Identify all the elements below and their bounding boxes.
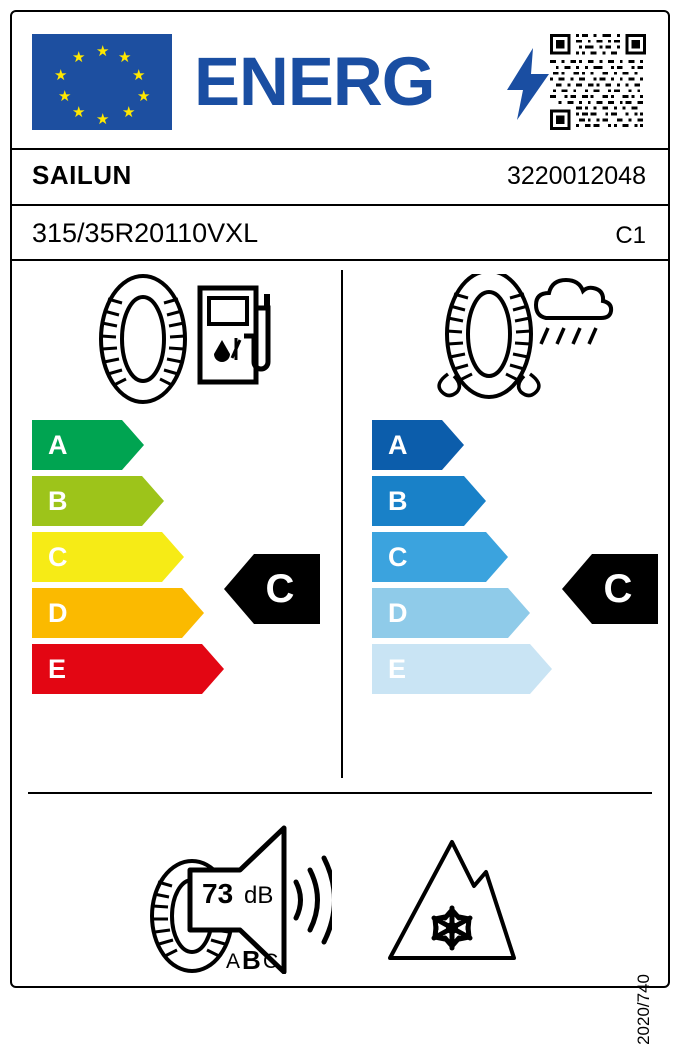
- fuel-grade-e: E: [32, 644, 202, 694]
- manufacturer-name: SAILUN: [32, 160, 132, 190]
- label-footer: [12, 802, 668, 1045]
- bar-tip: [442, 420, 464, 470]
- fuel-grade-b: B: [32, 476, 142, 526]
- bar-tip: [508, 588, 530, 638]
- noise-class-c: C: [263, 950, 279, 973]
- fuel-rating-value: C: [265, 566, 295, 611]
- wet-grade-e: E: [372, 644, 530, 694]
- fuel-grade-a: A: [32, 420, 122, 470]
- bar-tip: [142, 476, 164, 526]
- noise-value: 73: [202, 878, 234, 909]
- wet-grade-d: D: [372, 588, 508, 638]
- wet-rating-marker: [562, 554, 658, 624]
- divider-size: [12, 259, 668, 261]
- divider-vertical: [341, 270, 343, 778]
- bar-tip: [202, 644, 224, 694]
- bar-tip: [182, 588, 204, 638]
- bar-tip: [486, 532, 508, 582]
- wet-rating-value: C: [603, 566, 633, 611]
- bar-tip: [162, 532, 184, 582]
- rain-cloud-tyre-icon: [414, 274, 614, 404]
- bar-tip: [530, 644, 552, 694]
- wet-grade-a: A: [372, 420, 442, 470]
- energy-wordmark: ENERG: [194, 43, 435, 120]
- divider-brand: [12, 204, 668, 206]
- article-number: 3220012048: [506, 162, 646, 190]
- noise-class-a: A: [226, 950, 241, 973]
- three-peak-mountain-snowflake-icon: [382, 832, 522, 972]
- fuel-rating-marker: [224, 554, 320, 624]
- divider-bottom: [28, 792, 652, 794]
- noise-class-b: B: [242, 945, 261, 975]
- bar-tip: [122, 420, 144, 470]
- lightning-bolt-icon: [507, 48, 549, 120]
- eu-flag-icon: ★ ★ ★ ★ ★ ★ ★ ★ ★ ★: [32, 34, 172, 130]
- bar-tip: [464, 476, 486, 526]
- fuel-grade-d: D: [32, 588, 182, 638]
- tyre-class: C1: [615, 222, 646, 249]
- divider-top: [12, 148, 668, 150]
- wet-grade-c: C: [372, 532, 486, 582]
- wet-grade-b: B: [372, 476, 464, 526]
- fuel-grade-c: C: [32, 532, 162, 582]
- fuel-pump-tyre-icon: [88, 274, 278, 404]
- energy-label: [10, 10, 670, 1045]
- tyre-size: 315/35R20110VXL: [32, 218, 259, 248]
- qr-code-icon: [550, 34, 646, 130]
- regulation-code: 2020/740: [634, 974, 653, 1045]
- noise-unit: dB: [244, 882, 274, 909]
- label-header: [12, 12, 668, 132]
